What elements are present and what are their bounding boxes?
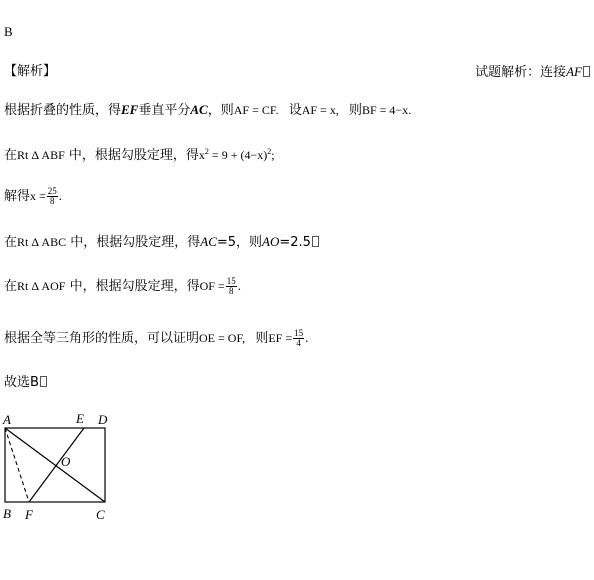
text: 在	[4, 235, 18, 250]
numerator: 15	[294, 328, 304, 338]
numerator: 15	[226, 276, 236, 286]
denominator: 8	[50, 196, 55, 206]
equation-lhs: x =	[30, 189, 46, 203]
solution-line-5	[4, 276, 241, 297]
text: 则	[255, 331, 269, 346]
conclusion-line	[4, 373, 47, 393]
fraction	[293, 329, 304, 348]
solution-line-3	[4, 186, 62, 207]
equation: AF = CF.	[233, 103, 279, 117]
punct: .	[58, 188, 63, 203]
math-ac: AC	[200, 234, 217, 249]
punct: .	[305, 330, 309, 345]
triangle-name: Rt Δ ABC	[17, 235, 67, 249]
label-d: D	[98, 412, 108, 427]
conclusion-text: 故选B	[4, 375, 39, 390]
label-o: O	[61, 454, 71, 469]
label-e: E	[76, 411, 84, 426]
punct: .	[237, 278, 241, 293]
answer-letter: B	[4, 24, 13, 39]
triangle-name: Rt Δ AOF	[17, 279, 66, 293]
text: 设	[288, 103, 302, 118]
text: 中，根据勾股定理，得	[68, 148, 199, 163]
eq-part: x	[198, 148, 205, 162]
solution-line-1	[4, 100, 411, 121]
text: 中，根据勾股定理，得	[70, 235, 201, 250]
fraction	[47, 187, 58, 206]
fraction	[226, 277, 237, 296]
label-f: F	[25, 507, 33, 522]
math-ao: AO	[262, 234, 280, 249]
superscript: 2	[204, 147, 209, 156]
eq-part: ;	[271, 148, 275, 162]
math-ef: EF	[121, 102, 139, 117]
text: 根据折叠的性质，得	[4, 103, 122, 118]
missing-glyph	[583, 66, 590, 77]
text: ，则	[207, 103, 234, 118]
equation: BF = 4−x.	[361, 103, 412, 117]
text: 在	[4, 148, 18, 163]
solution-line-2	[4, 142, 275, 166]
triangle-name: Rt Δ ABF	[17, 148, 65, 162]
segment-ef	[29, 428, 84, 502]
label-a: A	[3, 412, 11, 427]
label-c: C	[96, 507, 105, 522]
analysis-right-note	[475, 62, 590, 83]
equation-lhs: OF =	[199, 279, 225, 293]
math-ac: AC	[190, 102, 208, 117]
text: 则	[348, 103, 362, 118]
equation: OE = OF,	[199, 331, 246, 345]
label-b: B	[3, 506, 11, 521]
text: 解得	[4, 189, 31, 204]
eq-part: = 9 + (4−x)	[208, 148, 268, 162]
text: 根据全等三角形的性质，可以证明	[4, 331, 200, 346]
dashed-af	[5, 428, 29, 502]
missing-glyph	[40, 376, 47, 387]
text: =5，则	[216, 235, 263, 250]
text: 中，根据勾股定理，得	[69, 279, 200, 294]
solution-line-6	[4, 328, 308, 349]
text: =2.5	[279, 235, 311, 250]
missing-glyph	[312, 236, 319, 247]
denominator: 4	[296, 338, 301, 348]
equation: AF = x,	[301, 103, 339, 117]
geometry-figure	[0, 410, 140, 530]
text: 垂直平分	[138, 103, 191, 118]
equation-lhs: EF =	[268, 331, 293, 345]
solution-line-4	[4, 232, 319, 253]
superscript: 2	[267, 147, 272, 156]
analysis-header: 【解析】	[4, 64, 57, 79]
numerator: 25	[47, 186, 57, 196]
denominator: 8	[228, 286, 234, 296]
text: 在	[4, 279, 18, 294]
diagonal-ac	[5, 428, 105, 502]
right-note-math: AF	[566, 64, 582, 79]
right-note-text: 试题解析：连接	[475, 65, 567, 80]
